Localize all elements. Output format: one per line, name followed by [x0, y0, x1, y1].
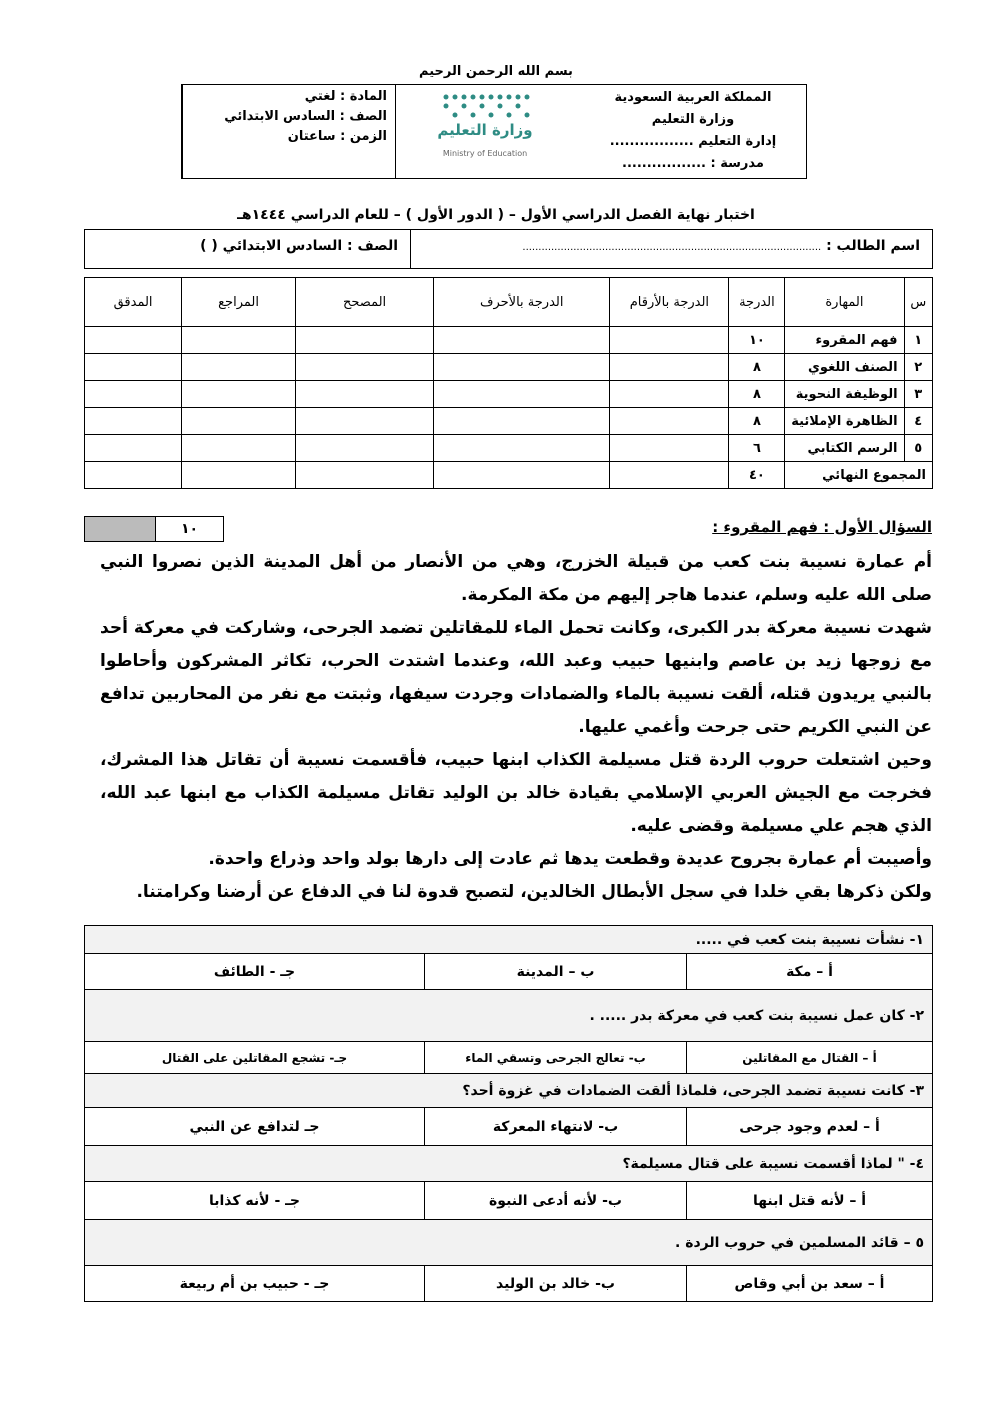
mcq-option-b[interactable]: ب – المدينة: [425, 954, 687, 990]
bismillah: بسم الله الرحمن الرحيم: [419, 64, 573, 79]
row-skill: الوظيفة النحوية: [785, 381, 904, 408]
question-1-score-box: [84, 516, 224, 542]
corrector-cell[interactable]: [296, 462, 434, 489]
mcq-option-a[interactable]: أ – مكة: [687, 954, 933, 990]
exam-title: اختبار نهاية الفصل الدراسي الأول – ( الدور الأول ) – للعام الدراسي ١٤٤٤هـ: [237, 207, 755, 223]
mcq-question: ٥ – قائد المسلمين في حروب الردة .: [85, 1220, 933, 1266]
score-letters-cell[interactable]: [434, 408, 610, 435]
corrector-cell[interactable]: [296, 327, 434, 354]
reviewer-cell[interactable]: [182, 327, 296, 354]
row-number: ١: [904, 327, 932, 354]
table-row: [85, 354, 933, 381]
student-name-field[interactable]: [410, 230, 932, 268]
mcq-option-a[interactable]: أ – القتال مع المقاتلين: [687, 1042, 933, 1074]
mcq-option-c[interactable]: جـ - لأنه كذابا: [85, 1182, 425, 1220]
score-digits-cell[interactable]: [610, 435, 729, 462]
mcq-option-a[interactable]: أ – سعد بن أبي وقاص: [687, 1266, 933, 1302]
auditor-cell[interactable]: [85, 435, 182, 462]
row-score: ١٠: [729, 327, 785, 354]
passage-paragraph: أم عمارة نسيبة بنت كعب من قبيلة الخزرج، وهي من الأنصار من أهل المدينة الذين نصروا النبي صلى الله عليه وسلم، عندما هاجر إليهم من مكة المكرمة.: [100, 552, 932, 605]
row-skill: فهم المقروء: [785, 327, 904, 354]
col-header: الدرجة: [729, 278, 785, 327]
col-header: الدرجة بالأحرف: [434, 278, 610, 327]
mcq-option-b[interactable]: ب- لأنه أدعى النبوة: [425, 1182, 687, 1220]
row-skill: الظاهرة الإملائية: [785, 408, 904, 435]
score-digits-cell[interactable]: [610, 327, 729, 354]
total-score: ٤٠: [729, 462, 785, 489]
question-1-score: ١٠: [180, 521, 199, 537]
col-header: المراجع: [182, 278, 296, 327]
score-letters-cell[interactable]: [434, 354, 610, 381]
corrector-cell[interactable]: [296, 435, 434, 462]
header-left: [182, 85, 395, 178]
grades-table: [84, 277, 933, 489]
header-grade: الصف : السادس الابتدائي: [224, 109, 387, 124]
total-row: [85, 462, 933, 489]
table-row: [85, 408, 933, 435]
auditor-cell[interactable]: [85, 327, 182, 354]
row-skill: الصنف اللغوي: [785, 354, 904, 381]
logo-dots-icon: [441, 91, 531, 119]
student-name-dots: ..............................................................................................: [522, 242, 822, 253]
total-digits-cell[interactable]: [610, 462, 729, 489]
mcq-question: ٢- كان عمل نسيبة بنت كعب في معركة بدر ..... .: [85, 990, 933, 1042]
row-number: ٣: [904, 381, 932, 408]
student-info-box: [84, 229, 933, 269]
header-time: الزمن : ساعتان: [287, 129, 387, 144]
mcq-option-b[interactable]: ب- تعالج الجرحى وتسقي الماء: [425, 1042, 687, 1074]
reviewer-cell[interactable]: [182, 354, 296, 381]
table-row: [85, 327, 933, 354]
auditor-cell[interactable]: [85, 408, 182, 435]
mcq-option-a[interactable]: أ – لأنه قتل ابنها: [687, 1182, 933, 1220]
table-row: [85, 435, 933, 462]
passage-paragraph: ولكن ذكرها بقي خلدا في سجل الأبطال الخالدين، لتصبح قدوة لنا في الدفاع عن أرضنا وكرامتنا.: [136, 882, 932, 902]
row-score: ٨: [729, 381, 785, 408]
question-1-title: السؤال الأول : فهم المقروء :: [712, 518, 932, 536]
mcq-option-c[interactable]: جـ- تشجع المقاتلين على القتال: [85, 1042, 425, 1074]
row-number: ٤: [904, 408, 932, 435]
corrector-cell[interactable]: [296, 408, 434, 435]
row-score: ٨: [729, 408, 785, 435]
col-header: المدقق: [85, 278, 182, 327]
student-grade-field[interactable]: [85, 230, 410, 268]
header-right: [580, 85, 806, 178]
mcq-table: [84, 925, 933, 1302]
corrector-cell[interactable]: [296, 354, 434, 381]
score-letters-cell[interactable]: [434, 327, 610, 354]
passage-paragraph: وأصيبت أم عمارة بجروح عديدة وقطعت يدها ثم عادت إلى دارها بولد واحد وذراع واحدة.: [208, 849, 932, 869]
row-score: ٦: [729, 435, 785, 462]
score-digits-cell[interactable]: [610, 408, 729, 435]
ministry-logo: [395, 85, 580, 178]
logo-english: Ministry of Education: [442, 149, 528, 158]
mcq-option-b[interactable]: ب- خالد بن الوليد: [425, 1266, 687, 1302]
score-digits-cell[interactable]: [610, 381, 729, 408]
mcq-option-b[interactable]: ب- لانتهاء المعركة: [425, 1108, 687, 1146]
score-input-cell[interactable]: [85, 517, 156, 541]
row-number: ٢: [904, 354, 932, 381]
header-subject: المادة : لغتي: [304, 89, 387, 104]
student-name-label: اسم الطالب :: [826, 238, 920, 254]
passage-paragraph: شهدت نسيبة معركة بدر الكبرى، وكانت تحمل الماء للمقاتلين تضمد الجرحى، وشاركت في معركة أحد مع زوجها زيد بن عاصم وابنيها حبيب وعبد الله، وعندما اشتدت الحرب، تكاثر المشركون وأحاطوا بالنبي يريدون قتله، ألقت نسيبة بالماء والضمادات وجردت سيفها، وثبتت مع نفر من المحاربين تدافع عن النبي الكريم حتى جرحت وأغمي عليها.: [100, 618, 932, 737]
score-digits-cell[interactable]: [610, 354, 729, 381]
mcq-option-c[interactable]: جـ - الطائف: [85, 954, 425, 990]
score-letters-cell[interactable]: [434, 381, 610, 408]
mcq-question: ١- نشأت نسيبة بنت كعب في .....: [85, 926, 933, 954]
row-score: ٨: [729, 354, 785, 381]
reviewer-cell[interactable]: [182, 462, 296, 489]
header-school: مدرسة : .................: [622, 156, 764, 171]
table-row: [85, 381, 933, 408]
reading-passage: [100, 546, 932, 909]
row-skill: الرسم الكتابي: [785, 435, 904, 462]
logo-arabic: وزارة التعليم: [437, 121, 533, 139]
reviewer-cell[interactable]: [182, 408, 296, 435]
mcq-option-c[interactable]: جـ لتدافع عن النبي: [85, 1108, 425, 1146]
col-header: المهارة: [785, 278, 904, 327]
header-ministry: وزارة التعليم: [651, 112, 735, 127]
header-admin: إدارة التعليم .................: [609, 134, 777, 149]
mcq-question: ٤- " لماذا أقسمت نسيبة على قتال مسيلمة؟: [85, 1146, 933, 1182]
col-header: الدرجة بالأرقام: [610, 278, 729, 327]
auditor-cell[interactable]: [85, 381, 182, 408]
auditor-cell[interactable]: [85, 462, 182, 489]
reviewer-cell[interactable]: [182, 435, 296, 462]
header-country: المملكة العربية السعودية: [614, 90, 772, 105]
reviewer-cell[interactable]: [182, 381, 296, 408]
auditor-cell[interactable]: [85, 354, 182, 381]
total-label: المجموع النهائي: [785, 462, 933, 489]
total-letters-cell[interactable]: [434, 462, 610, 489]
col-header: المصحح: [296, 278, 434, 327]
score-letters-cell[interactable]: [434, 435, 610, 462]
corrector-cell[interactable]: [296, 381, 434, 408]
passage-paragraph: وحين اشتعلت حروب الردة قتل مسيلمة الكذاب ابنها حبيب، فأقسمت نسيبة أن تقاتل هذا المشرك، فخرجت مع الجيش العربي الإسلامي بقيادة خالد بن الوليد تقاتل مسيلمة الكذاب مع ابنها عبد الله، الذي هجم علي مسيلمة وقضى عليه.: [100, 750, 932, 836]
mcq-option-c[interactable]: جـ - حبيب بن أم ربيعة: [85, 1266, 425, 1302]
mcq-option-a[interactable]: أ – لعدم وجود جرحى: [687, 1108, 933, 1146]
row-number: ٥: [904, 435, 932, 462]
student-grade-label: الصف : السادس الابتدائي ( ): [200, 238, 398, 254]
header-box: [181, 84, 807, 179]
col-header: س: [904, 278, 932, 327]
mcq-question: ٣- كانت نسيبة تضمد الجرحى، فلماذا ألقت الضمادات في غزوة أحد؟: [85, 1074, 933, 1108]
